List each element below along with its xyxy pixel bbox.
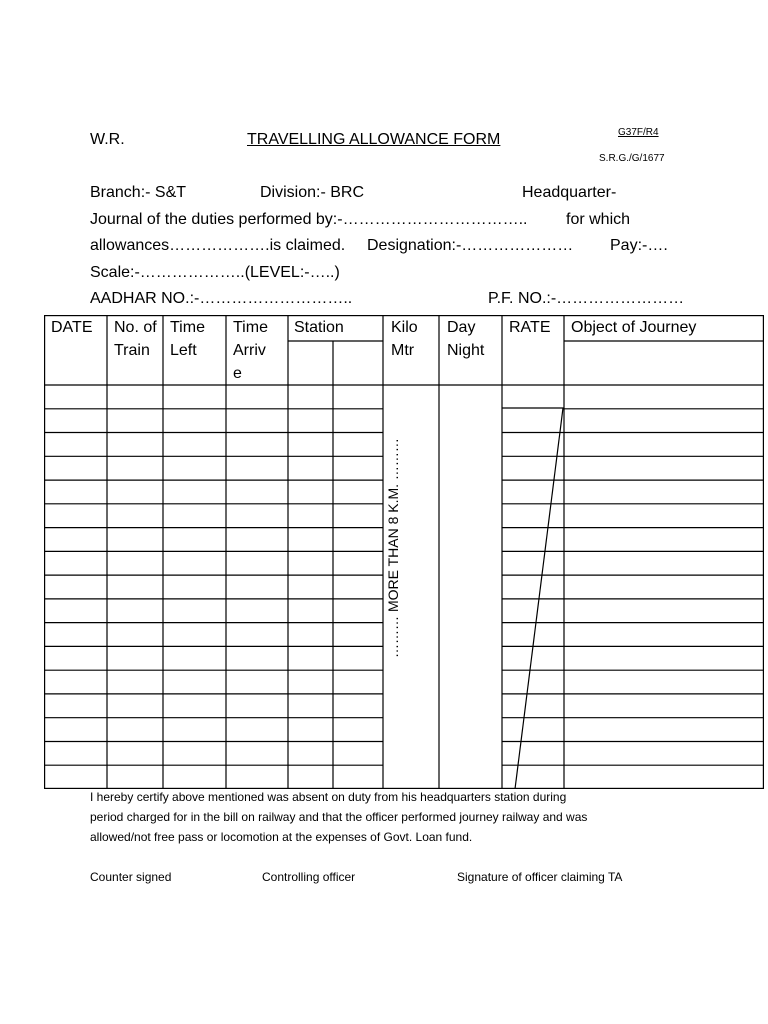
branch-field: Branch:- S&T	[90, 184, 187, 201]
headquarter-field: Headquarter-	[522, 184, 617, 201]
form-code: G37F/R4	[618, 127, 659, 138]
journal-field: Journal of the duties performed by:-……………………………..	[90, 211, 528, 228]
form-title: TRAVELLING ALLOWANCE FORM	[247, 131, 501, 148]
counter-signed-label: Counter signed	[90, 870, 172, 884]
header-train: No. of Train	[114, 319, 157, 359]
certification-line-1: I hereby certify above mentioned was absent on duty from his headquarters station during	[90, 790, 567, 804]
division-field: Division:- BRC	[260, 184, 365, 201]
org-label: W.R.	[90, 131, 125, 148]
for-which-text: for which	[566, 211, 631, 228]
header-day-night: Day Night	[447, 319, 485, 359]
allowances-field: allowances……………….is claimed.	[90, 237, 346, 254]
certification-line-3: allowed/not free pass or locomotion at the expenses of Govt. Loan fund.	[90, 830, 473, 844]
journey-table-grid	[44, 315, 764, 789]
designation-field: Designation:-…………………	[367, 237, 574, 254]
controlling-officer-label: Controlling officer	[262, 870, 356, 884]
header-rate: RATE	[509, 319, 551, 336]
header-kilo: Kilo Mtr	[391, 319, 418, 359]
pf-field: P.F. NO.:-……………………	[488, 290, 685, 307]
certification-line-2: period charged for in the bill on railway and that the officer performed journey railway and was	[90, 810, 588, 824]
header-station: Station	[294, 319, 344, 336]
header-object: Object of Journey	[571, 319, 697, 336]
signature-label: Signature of officer claiming TA	[457, 870, 623, 884]
form-reference: S.R.G./G/1677	[599, 153, 665, 164]
kilo-note: ……… MORE THAN 8 K.M. ………	[385, 438, 401, 658]
header-time-arrive: Time Arriv e	[233, 319, 268, 382]
pay-field: Pay:-….	[610, 237, 668, 254]
scale-field: Scale:-………………..(LEVEL:-…..)	[90, 264, 340, 281]
header-time-left: Time Left	[170, 319, 205, 359]
header-date: DATE	[51, 319, 93, 336]
aadhar-field: AADHAR NO.:-………………………..	[90, 290, 353, 307]
